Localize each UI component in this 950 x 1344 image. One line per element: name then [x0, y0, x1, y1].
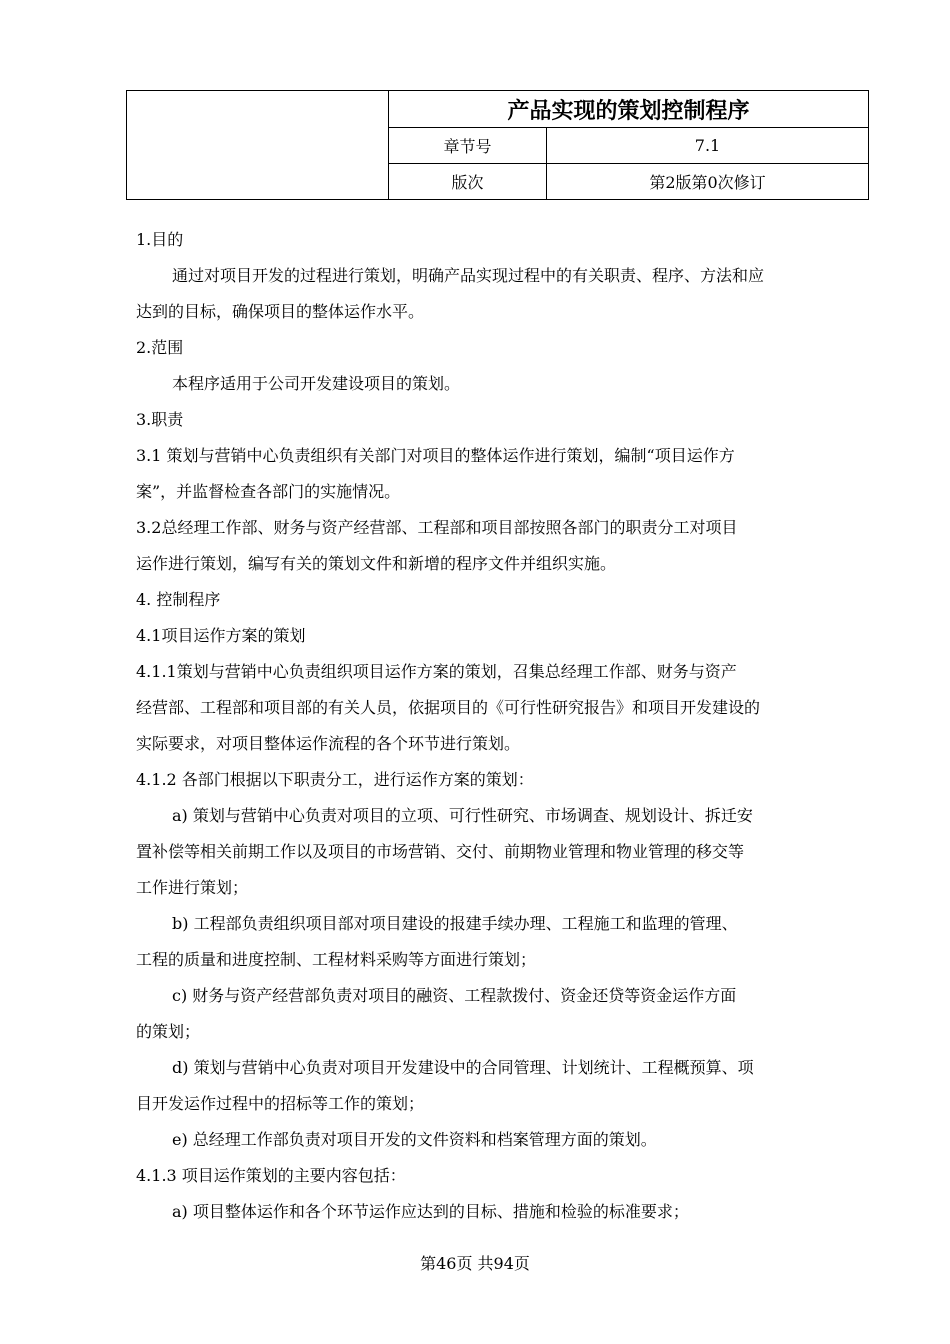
text-line: 运作进行策划，编写有关的策划文件和新增的程序文件并组织实施。: [136, 554, 617, 573]
text-line: 的策划；: [136, 1022, 201, 1041]
chapter-value: 7.1: [547, 128, 869, 164]
text-line: 4.1.2 各部门根据以下职责分工，进行运作方案的策划：: [136, 770, 534, 789]
text-line: c) 财务与资产经营部负责对项目的融资、工程款拨付、资金还贷等资金运作方面: [172, 986, 737, 1005]
text-line: 目开发运作过程中的招标等工作的策划；: [136, 1094, 425, 1113]
text-line: 经营部、工程部和项目部的有关人员，依据项目的《可行性研究报告》和项目开发建设的: [136, 698, 761, 717]
text-line: d) 策划与营销中心负责对项目开发建设中的合同管理、计划统计、工程概预算、项: [172, 1058, 754, 1077]
text-line: 2.范围: [136, 338, 184, 357]
page-footer: 第46页 共94页: [420, 1254, 530, 1273]
text-line: 4.1项目运作方案的策划: [136, 626, 306, 645]
logo-blank-cell: [127, 91, 389, 200]
version-label: 版次: [389, 164, 547, 200]
text-line: b) 工程部负责组织项目部对项目建设的报建手续办理、工程施工和监理的管理、: [172, 914, 738, 933]
document-title: 产品实现的策划控制程序: [389, 91, 869, 128]
text-line: e) 总经理工作部负责对项目开发的文件资料和档案管理方面的策划。: [172, 1130, 657, 1149]
document-body: [136, 222, 862, 1230]
document-header-table: [126, 90, 869, 200]
text-line: 达到的目标，确保项目的整体运作水平。: [136, 302, 425, 321]
text-line: 4. 控制程序: [136, 590, 221, 609]
text-line: 工程的质量和进度控制、工程材料采购等方面进行策划；: [136, 950, 537, 969]
text-line: 实际要求，对项目整体运作流程的各个环节进行策划。: [136, 734, 521, 753]
text-line: a) 项目整体运作和各个环节运作应达到的目标、措施和检验的标准要求；: [172, 1202, 689, 1221]
text-line: 通过对项目开发的过程进行策划，明确产品实现过程中的有关职责、程序、方法和应: [172, 266, 765, 285]
text-line: 1.目的: [136, 230, 184, 249]
text-line: 4.1.1策划与营销中心负责组织项目运作方案的策划，召集总经理工作部、财务与资产: [136, 662, 737, 681]
chapter-label: 章节号: [389, 128, 547, 164]
text-line: 3.2总经理工作部、财务与资产经营部、工程部和项目部按照各部门的职责分工对项目: [136, 518, 738, 537]
version-value: 第2版第0次修订: [547, 164, 869, 200]
text-line: 置补偿等相关前期工作以及项目的市场营销、交付、前期物业管理和物业管理的移交等: [136, 842, 745, 861]
text-line: a) 策划与营销中心负责对项目的立项、可行性研究、市场调查、规划设计、拆迁安: [172, 806, 753, 825]
text-line: 本程序适用于公司开发建设项目的策划。: [172, 374, 461, 393]
text-line: 3.职责: [136, 410, 184, 429]
text-line: 4.1.3 项目运作策划的主要内容包括：: [136, 1166, 406, 1185]
text-line: 案”，并监督检查各部门的实施情况。: [136, 482, 401, 501]
text-line: 3.1 策划与营销中心负责组织有关部门对项目的整体运作进行策划，编制“项目运作方: [136, 446, 735, 465]
text-line: 工作进行策划；: [136, 878, 249, 897]
